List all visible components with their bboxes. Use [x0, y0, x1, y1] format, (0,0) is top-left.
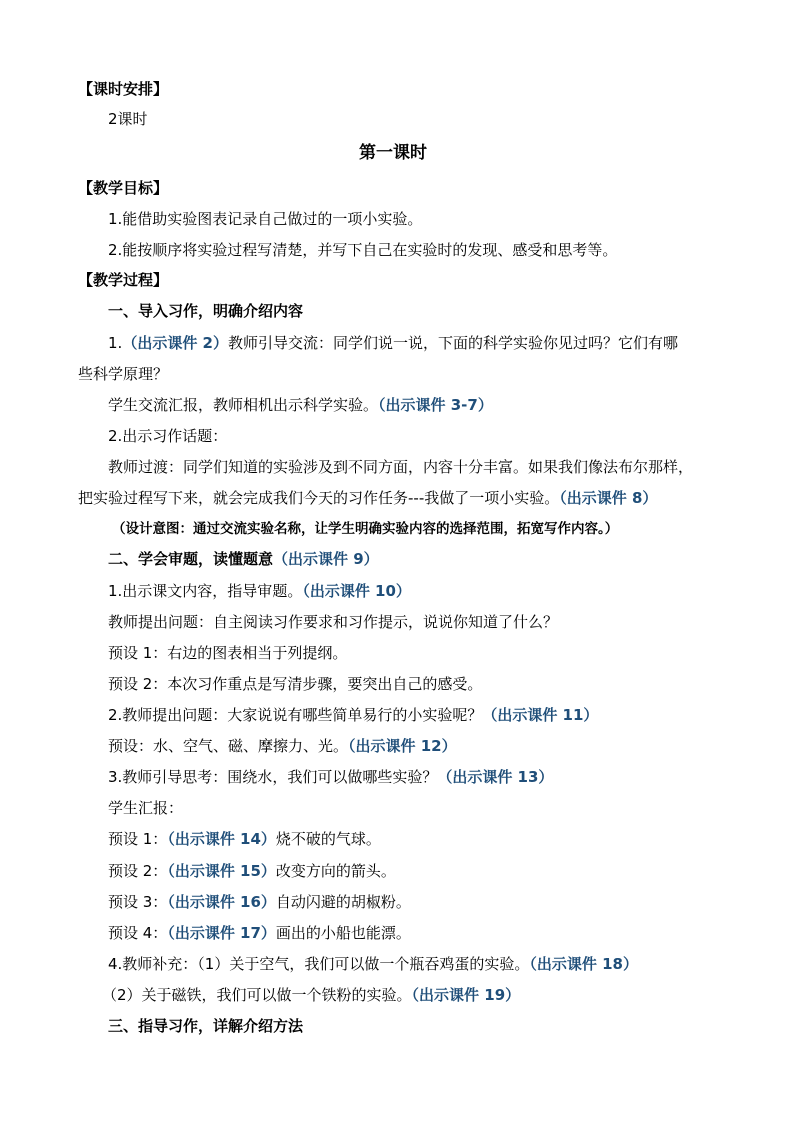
goal-item-2: 2.能按顺序将实验过程写清楚，并写下自己在实验时的发现、感受和思考等。 — [108, 241, 618, 259]
question-1 — [108, 581, 411, 601]
courseware-citation: （出示课件 2） — [122, 334, 228, 352]
paragraph-3: 2.出示习作话题： — [108, 427, 228, 445]
paragraph-text: 1.出示课文内容，指导审题。 — [108, 582, 303, 600]
courseware-citation: （出示课件 17） — [167, 924, 276, 942]
paragraph-text: 4.教师补充：（1）关于空气，我们可以做一个瓶吞鸡蛋的实验。 — [108, 955, 530, 973]
part3-heading: 三、指导习作，详解介绍方法 — [108, 1017, 304, 1035]
report-preset-1 — [108, 829, 381, 849]
paragraph-text: 把实验过程写下来，就会完成我们今天的习作任务---我做了一项小实验。 — [78, 489, 560, 507]
paragraph-text: 3.教师引导思考：围绕水，我们可以做哪些实验？ — [108, 768, 438, 786]
courseware-citation: （出示课件 8） — [559, 489, 658, 507]
section-schedule-heading: 【课时安排】 — [78, 80, 169, 98]
courseware-citation: （出示课件 9） — [273, 550, 379, 568]
report-preset-4 — [108, 923, 411, 943]
courseware-citation: （出示课件 11） — [482, 706, 599, 724]
paragraph-text: 学生交流汇报，教师相机出示科学实验。 — [108, 396, 379, 414]
part2-heading — [108, 549, 379, 569]
paragraph-text: 预设：水、空气、磁、摩擦力、光。 — [108, 737, 349, 755]
courseware-citation: （出示课件 12） — [348, 737, 457, 755]
preset-label: 预设 2： — [108, 862, 168, 880]
paragraph-text: （2）关于磁铁，我们可以做一个铁粉的实验。 — [102, 986, 412, 1004]
report-preset-2 — [108, 861, 396, 881]
lesson-title: 第一课时 — [359, 143, 427, 163]
question-3 — [108, 705, 598, 725]
goal-item-1: 1.能借助实验图表记录自己做过的一项小实验。 — [108, 210, 423, 228]
supplement-1 — [108, 954, 638, 974]
paragraph-text: 2.教师提出问题：大家说说有哪些简单易行的小实验呢？ — [108, 706, 483, 724]
courseware-citation: （出示课件 3-7） — [378, 396, 493, 414]
schedule-value: 2课时 — [108, 110, 148, 128]
student-report: 学生汇报： — [108, 799, 184, 817]
question-2: 教师提出问题：自主阅读习作要求和习作提示，说说你知道了什么？ — [108, 613, 559, 631]
courseware-citation: （出示课件 14） — [167, 830, 276, 848]
supplement-2 — [102, 985, 520, 1005]
section-goals-heading: 【教学目标】 — [78, 179, 169, 197]
paragraph-1-line-2: 些科学原理？ — [78, 365, 169, 383]
preset-1: 预设 1：右边的图表相当于列提纲。 — [108, 644, 348, 662]
item-number: 1. — [108, 334, 123, 352]
preset-2: 预设 2：本次习作重点是写清步骤，要突出自己的感受。 — [108, 675, 483, 693]
preset-label: 预设 1： — [108, 830, 168, 848]
preset-label: 预设 4： — [108, 924, 168, 942]
preset-text: 烧不破的气球。 — [275, 830, 381, 848]
paragraph-4-line-1: 教师过渡：同学们知道的实验涉及到不同方面，内容十分丰富。如果我们像法布尔那样， — [108, 458, 694, 476]
design-note: （设计意图：通过交流实验名称，让学生明确实验内容的选择范围，拓宽写作内容。） — [112, 521, 619, 537]
preset-text: 改变方向的箭头。 — [275, 862, 396, 880]
courseware-citation: （出示课件 10） — [302, 582, 411, 600]
heading-text: 二、学会审题，读懂题意 — [108, 550, 274, 568]
paragraph-1-line-1 — [108, 333, 678, 353]
preset-label: 预设 3： — [108, 893, 168, 911]
preset-text: 画出的小船也能漂。 — [275, 924, 411, 942]
paragraph-4-line-2 — [78, 488, 657, 508]
section-process-heading: 【教学过程】 — [78, 271, 169, 289]
courseware-citation: （出示课件 13） — [437, 768, 554, 786]
report-preset-3 — [108, 892, 411, 912]
preset-list — [108, 736, 457, 756]
courseware-citation: （出示课件 16） — [167, 893, 276, 911]
paragraph-text: 教师引导交流：同学们说一说，下面的科学实验你见过吗？它们有哪 — [227, 334, 678, 352]
courseware-citation: （出示课件 19） — [411, 986, 521, 1004]
courseware-citation: （出示课件 15） — [167, 862, 276, 880]
part1-heading: 一、导入习作，明确介绍内容 — [108, 302, 304, 320]
preset-text: 自动闪避的胡椒粉。 — [275, 893, 411, 911]
question-4 — [108, 767, 553, 787]
courseware-citation: （出示课件 18） — [529, 955, 638, 973]
paragraph-2 — [108, 395, 493, 415]
